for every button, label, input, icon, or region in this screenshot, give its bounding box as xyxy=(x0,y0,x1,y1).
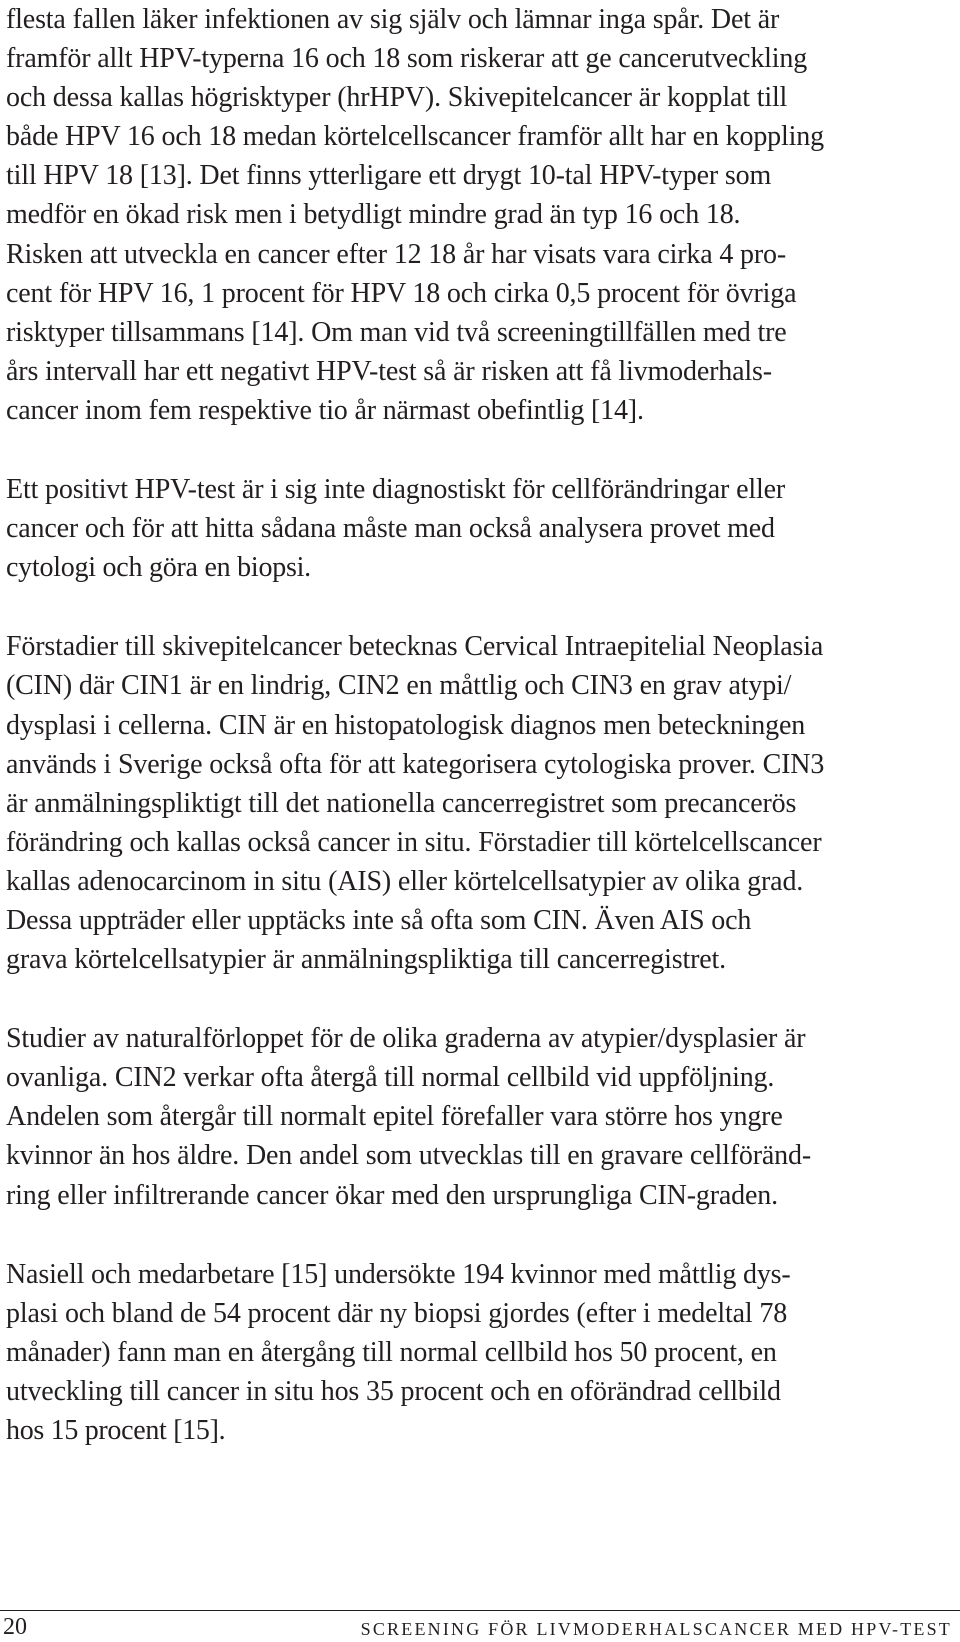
paragraph-line: hos 15 procent [15]. xyxy=(6,1415,226,1446)
running-title: SCREENING FÖR LIVMODERHALSCANCER MED HPV-TEST xyxy=(360,1619,952,1639)
paragraph xyxy=(6,470,960,587)
paragraph-line: grava körtelcellsatypier är anmälningspliktiga till cancerregistret. xyxy=(6,944,726,976)
paragraph-line: framför allt HPV-typerna 16 och 18 som riskerar att ge cancerutveckling xyxy=(6,43,808,75)
paragraph-line: ring eller infiltrerande cancer ökar med den ursprungliga CIN-graden. xyxy=(6,1179,778,1211)
paragraph-line: utveckling till cancer in situ hos 35 procent och en oförändrad cellbild xyxy=(6,1375,781,1407)
paragraph-line: cent för HPV 16, 1 procent för HPV 18 och cirka 0,5 procent för övriga xyxy=(6,277,797,309)
paragraph xyxy=(6,0,960,430)
paragraph-line: års intervall har ett negativt HPV-test så är risken att få livmoderhals- xyxy=(6,355,772,387)
paragraph-line: till HPV 18 [13]. Det finns ytterligare ett drygt 10-tal HPV-typer som xyxy=(6,160,772,192)
paragraph-line: (CIN) där CIN1 är en lindrig, CIN2 en måttlig och CIN3 en grav atypi/ xyxy=(6,670,792,702)
paragraph-line: är anmälningspliktigt till det nationella cancerregistret som precancerös xyxy=(6,787,797,819)
paragraph-line: cancer och för att hitta sådana måste man också analysera provet med xyxy=(6,513,775,545)
paragraph-line: Dessa uppträder eller upptäcks inte så ofta som CIN. Även AIS och xyxy=(6,904,752,936)
paragraph-line: Andelen som återgår till normalt epitel förefaller vara större hos yngre xyxy=(6,1101,783,1133)
body-text xyxy=(6,0,960,1490)
paragraph-line: kallas adenocarcinom in situ (AIS) eller körtelcellsatypier av olika grad. xyxy=(6,865,804,897)
paragraph xyxy=(6,627,960,979)
paragraph-line: dysplasi i cellerna. CIN är en histopatologisk diagnos men beteckningen xyxy=(6,709,806,741)
page-number: 20 xyxy=(3,1614,27,1640)
paragraph-line: Förstadier till skivepitelcancer betecknas Cervical Intraepitelial Neoplasia xyxy=(6,631,824,663)
footer-rule xyxy=(0,1610,960,1611)
paragraph-line: plasi och bland de 54 procent där ny biopsi gjordes (efter i medeltal 78 xyxy=(6,1297,788,1329)
paragraph-line: Risken att utveckla en cancer efter 12 18 år har visats vara cirka 4 pro- xyxy=(6,238,787,270)
paragraph-line: kvinnor än hos äldre. Den andel som utvecklas till en gravare cellföränd- xyxy=(6,1140,812,1172)
paragraph-line: Studier av naturalförloppet för de olika graderna av atypier/dysplasier är xyxy=(6,1023,806,1055)
paragraph-line: och dessa kallas högrisktyper (hrHPV). Skivepitelcancer är kopplat till xyxy=(6,82,788,114)
page-footer xyxy=(0,1610,960,1642)
paragraph-line: medför en ökad risk men i betydligt mindre grad än typ 16 och 18. xyxy=(6,199,741,231)
paragraph-line: Ett positivt HPV-test är i sig inte diagnostiskt för cellförändringar eller xyxy=(6,474,786,506)
paragraph-line: används i Sverige också ofta för att kategorisera cytologiska prover. CIN3 xyxy=(6,748,825,780)
paragraph xyxy=(6,1019,960,1214)
paragraph-line: både HPV 16 och 18 medan körtelcellscancer framför allt har en koppling xyxy=(6,121,824,153)
paragraph-line: risktyper tillsammans [14]. Om man vid två screeningtillfällen med tre xyxy=(6,316,787,348)
paragraph xyxy=(6,1255,960,1450)
paragraph-line: cancer inom fem respektive tio år närmast obefintlig [14]. xyxy=(6,394,644,426)
paragraph-line: cytologi och göra en biopsi. xyxy=(6,552,311,584)
paragraph-line: månader) fann man en återgång till normal cellbild hos 50 procent, en xyxy=(6,1336,777,1368)
paragraph-line: Nasiell och medarbetare [15] undersökte 194 kvinnor med måttlig dys- xyxy=(6,1258,791,1290)
paragraph-line: ovanliga. CIN2 verkar ofta återgå till normal cellbild vid uppföljning. xyxy=(6,1062,775,1094)
paragraph-line: flesta fallen läker infektionen av sig själv och lämnar inga spår. Det är xyxy=(6,4,780,35)
paragraph-line: förändring och kallas också cancer in situ. Förstadier till körtelcellscancer xyxy=(6,826,822,858)
